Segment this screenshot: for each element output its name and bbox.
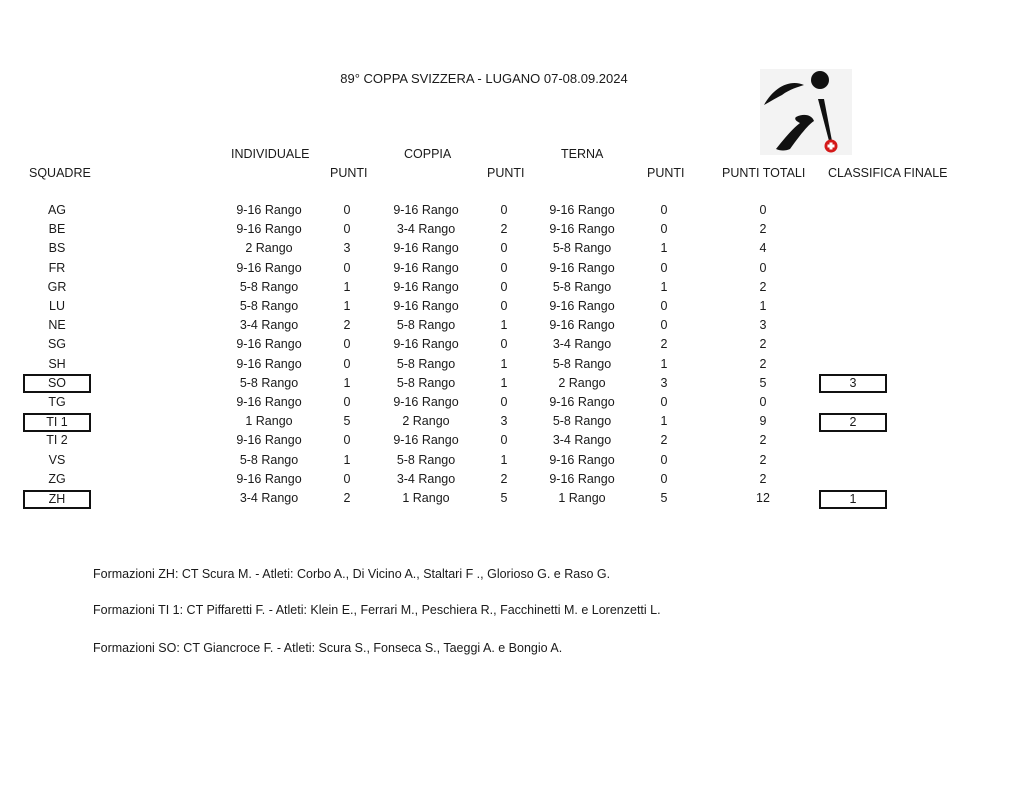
total-points-cell: 2 [759, 452, 767, 467]
coppia-points-cell: 0 [500, 203, 508, 217]
individuale-points-cell: 1 [343, 299, 351, 313]
terna-rank-cell: 5-8 Rango [552, 414, 612, 429]
team-cell: GR [47, 279, 67, 294]
total-points-cell: 4 [759, 241, 767, 256]
coppia-points-cell: 5 [500, 491, 508, 505]
final-rank-cell [823, 220, 883, 239]
individuale-rank-cell: 3-4 Rango [239, 318, 299, 333]
terna-points-cell: 0 [660, 318, 668, 333]
terna-points-cell: 0 [660, 203, 668, 217]
final-rank-cell [823, 451, 883, 470]
final-rank-cell [823, 259, 883, 278]
document-title: 89° COPPA SVIZZERA - LUGANO 07-08.09.2024 [340, 71, 628, 86]
header-classifica-finale: CLASSIFICA FINALE [828, 166, 948, 180]
terna-points-cell: 1 [660, 414, 668, 429]
total-points-cell: 3 [759, 318, 767, 333]
coppia-rank-cell: 9-16 Rango [393, 337, 459, 352]
individuale-points-cell: 5 [343, 414, 351, 429]
individuale-rank-cell: 9-16 Rango [236, 471, 302, 486]
individuale-rank-cell: 9-16 Rango [236, 203, 302, 217]
terna-rank-cell: 9-16 Rango [549, 471, 615, 486]
terna-rank-cell: 9-16 Rango [549, 452, 615, 467]
header-punti-totali: PUNTI TOTALI [722, 166, 806, 180]
terna-points-cell: 0 [660, 452, 668, 467]
header-punti-terna: PUNTI [647, 166, 685, 180]
individuale-points-cell: 2 [343, 491, 351, 505]
team-cell: FR [48, 260, 66, 275]
individuale-points-cell: 0 [343, 203, 351, 217]
coppia-rank-cell: 5-8 Rango [396, 452, 456, 467]
individuale-points-cell: 0 [343, 433, 351, 448]
terna-rank-cell: 9-16 Rango [549, 395, 615, 409]
team-cell: ZH [23, 490, 91, 509]
total-points-cell: 2 [759, 337, 767, 352]
coppia-points-cell: 0 [500, 279, 508, 294]
terna-points-cell: 0 [660, 222, 668, 237]
team-cell: SG [47, 337, 67, 352]
team-cell: BE [48, 222, 66, 237]
total-points-cell: 1 [759, 299, 767, 313]
individuale-rank-cell: 9-16 Rango [236, 395, 302, 409]
terna-rank-cell: 5-8 Rango [552, 356, 612, 371]
individuale-rank-cell: 5-8 Rango [239, 452, 299, 467]
individuale-rank-cell: 5-8 Rango [239, 375, 299, 390]
final-rank-cell [823, 470, 883, 489]
coppia-points-cell: 2 [500, 471, 508, 486]
terna-rank-cell: 9-16 Rango [549, 260, 615, 275]
total-points-cell: 2 [759, 356, 767, 371]
coppia-rank-cell: 3-4 Rango [396, 471, 456, 486]
team-cell: BS [48, 241, 66, 256]
formation-note-zh: Formazioni ZH: CT Scura M. - Atleti: Corbo A., Di Vicino A., Staltari F ., Glorioso G. e Raso G. [93, 567, 611, 581]
coppia-points-cell: 0 [500, 299, 508, 313]
total-points-cell: 5 [759, 375, 767, 390]
individuale-points-cell: 0 [343, 222, 351, 237]
individuale-points-cell: 0 [343, 337, 351, 352]
coppia-rank-cell: 9-16 Rango [393, 433, 459, 448]
coppia-points-cell: 1 [500, 452, 508, 467]
coppia-rank-cell: 9-16 Rango [393, 241, 459, 256]
coppia-points-cell: 1 [500, 318, 508, 333]
individuale-points-cell: 1 [343, 452, 351, 467]
individuale-points-cell: 3 [343, 241, 351, 256]
individuale-points-cell: 0 [343, 356, 351, 371]
bocce-player-icon [760, 69, 852, 155]
coppia-rank-cell: 9-16 Rango [393, 203, 459, 217]
terna-points-cell: 0 [660, 299, 668, 313]
coppia-rank-cell: 9-16 Rango [393, 299, 459, 313]
terna-points-cell: 1 [660, 279, 668, 294]
terna-rank-cell: 1 Rango [558, 491, 606, 505]
total-points-cell: 2 [759, 222, 767, 237]
formation-note-ti1: Formazioni TI 1: CT Piffaretti F. - Atleti: Klein E., Ferrari M., Peschiera R., Facchinetti M. e Lorenzetti L. [93, 603, 661, 617]
final-rank-cell: 1 [819, 490, 887, 509]
coppia-rank-cell: 9-16 Rango [393, 279, 459, 294]
terna-rank-cell: 3-4 Rango [552, 337, 612, 352]
total-points-cell: 0 [759, 260, 767, 275]
terna-rank-cell: 9-16 Rango [549, 299, 615, 313]
team-cell: AG [47, 203, 67, 217]
header-squadre: SQUADRE [29, 166, 91, 180]
terna-points-cell: 5 [660, 491, 668, 505]
header-punti-coppia: PUNTI [487, 166, 525, 180]
final-rank-cell [823, 316, 883, 335]
terna-points-cell: 0 [660, 395, 668, 409]
team-cell: TG [48, 395, 66, 409]
team-cell: TI 1 [23, 413, 91, 432]
team-cell: TI 2 [46, 433, 68, 448]
terna-rank-cell: 9-16 Rango [549, 318, 615, 333]
team-cell: ZG [48, 471, 66, 486]
total-points-cell: 0 [759, 203, 767, 217]
team-cell: SO [23, 374, 91, 393]
individuale-rank-cell: 9-16 Rango [236, 433, 302, 448]
total-points-cell: 12 [756, 491, 770, 505]
team-cell: SH [48, 356, 66, 371]
final-rank-cell [823, 393, 883, 412]
terna-rank-cell: 5-8 Rango [552, 279, 612, 294]
terna-points-cell: 1 [660, 241, 668, 256]
total-points-cell: 2 [759, 433, 767, 448]
individuale-points-cell: 0 [343, 395, 351, 409]
coppia-points-cell: 3 [500, 414, 508, 429]
terna-rank-cell: 3-4 Rango [552, 433, 612, 448]
terna-points-cell: 3 [660, 375, 668, 390]
coppia-rank-cell: 9-16 Rango [393, 260, 459, 275]
coppia-points-cell: 0 [500, 395, 508, 409]
final-rank-cell [823, 278, 883, 297]
coppia-rank-cell: 5-8 Rango [396, 318, 456, 333]
terna-rank-cell: 2 Rango [558, 375, 606, 390]
final-rank-cell [823, 355, 883, 374]
individuale-rank-cell: 1 Rango [245, 414, 293, 429]
team-cell: VS [48, 452, 66, 467]
terna-points-cell: 2 [660, 337, 668, 352]
total-points-cell: 0 [759, 395, 767, 409]
individuale-points-cell: 2 [343, 318, 351, 333]
coppia-rank-cell: 2 Rango [402, 414, 450, 429]
total-points-cell: 2 [759, 471, 767, 486]
final-rank-cell [823, 201, 883, 220]
coppia-points-cell: 2 [500, 222, 508, 237]
coppia-rank-cell: 5-8 Rango [396, 375, 456, 390]
coppia-points-cell: 0 [500, 433, 508, 448]
coppia-points-cell: 1 [500, 375, 508, 390]
final-rank-cell: 3 [819, 374, 887, 393]
individuale-rank-cell: 9-16 Rango [236, 260, 302, 275]
final-rank-cell [823, 297, 883, 316]
coppia-points-cell: 0 [500, 337, 508, 352]
coppia-points-cell: 0 [500, 241, 508, 256]
terna-rank-cell: 9-16 Rango [549, 222, 615, 237]
individuale-rank-cell: 3-4 Rango [239, 491, 299, 505]
individuale-points-cell: 1 [343, 375, 351, 390]
individuale-points-cell: 1 [343, 279, 351, 294]
individuale-rank-cell: 2 Rango [245, 241, 293, 256]
final-rank-cell [823, 239, 883, 258]
coppia-rank-cell: 1 Rango [402, 491, 450, 505]
total-points-cell: 2 [759, 279, 767, 294]
individuale-rank-cell: 9-16 Rango [236, 356, 302, 371]
team-cell: LU [49, 299, 65, 313]
terna-points-cell: 2 [660, 433, 668, 448]
header-individuale: INDIVIDUALE [231, 147, 310, 161]
coppia-rank-cell: 3-4 Rango [396, 222, 456, 237]
individuale-rank-cell: 5-8 Rango [239, 279, 299, 294]
formation-note-so: Formazioni SO: CT Giancroce F. - Atleti: Scura S., Fonseca S., Taeggi A. e Bongio A. [93, 641, 563, 655]
final-rank-cell [823, 335, 883, 354]
coppia-points-cell: 0 [500, 260, 508, 275]
coppia-rank-cell: 9-16 Rango [393, 395, 459, 409]
terna-points-cell: 1 [660, 356, 668, 371]
terna-rank-cell: 5-8 Rango [552, 241, 612, 256]
bocce-logo-icon [760, 69, 852, 155]
team-cell: NE [48, 318, 66, 333]
final-rank-cell [823, 431, 883, 450]
individuale-rank-cell: 9-16 Rango [236, 337, 302, 352]
header-coppia: COPPIA [404, 147, 452, 161]
terna-points-cell: 0 [660, 471, 668, 486]
individuale-rank-cell: 9-16 Rango [236, 222, 302, 237]
individuale-rank-cell: 5-8 Rango [239, 299, 299, 313]
total-points-cell: 9 [759, 414, 767, 429]
coppia-rank-cell: 5-8 Rango [396, 356, 456, 371]
header-terna: TERNA [561, 147, 604, 161]
individuale-points-cell: 0 [343, 471, 351, 486]
final-rank-cell: 2 [819, 413, 887, 432]
terna-points-cell: 0 [660, 260, 668, 275]
terna-rank-cell: 9-16 Rango [549, 203, 615, 217]
individuale-points-cell: 0 [343, 260, 351, 275]
header-punti-individuale: PUNTI [330, 166, 368, 180]
coppia-points-cell: 1 [500, 356, 508, 371]
